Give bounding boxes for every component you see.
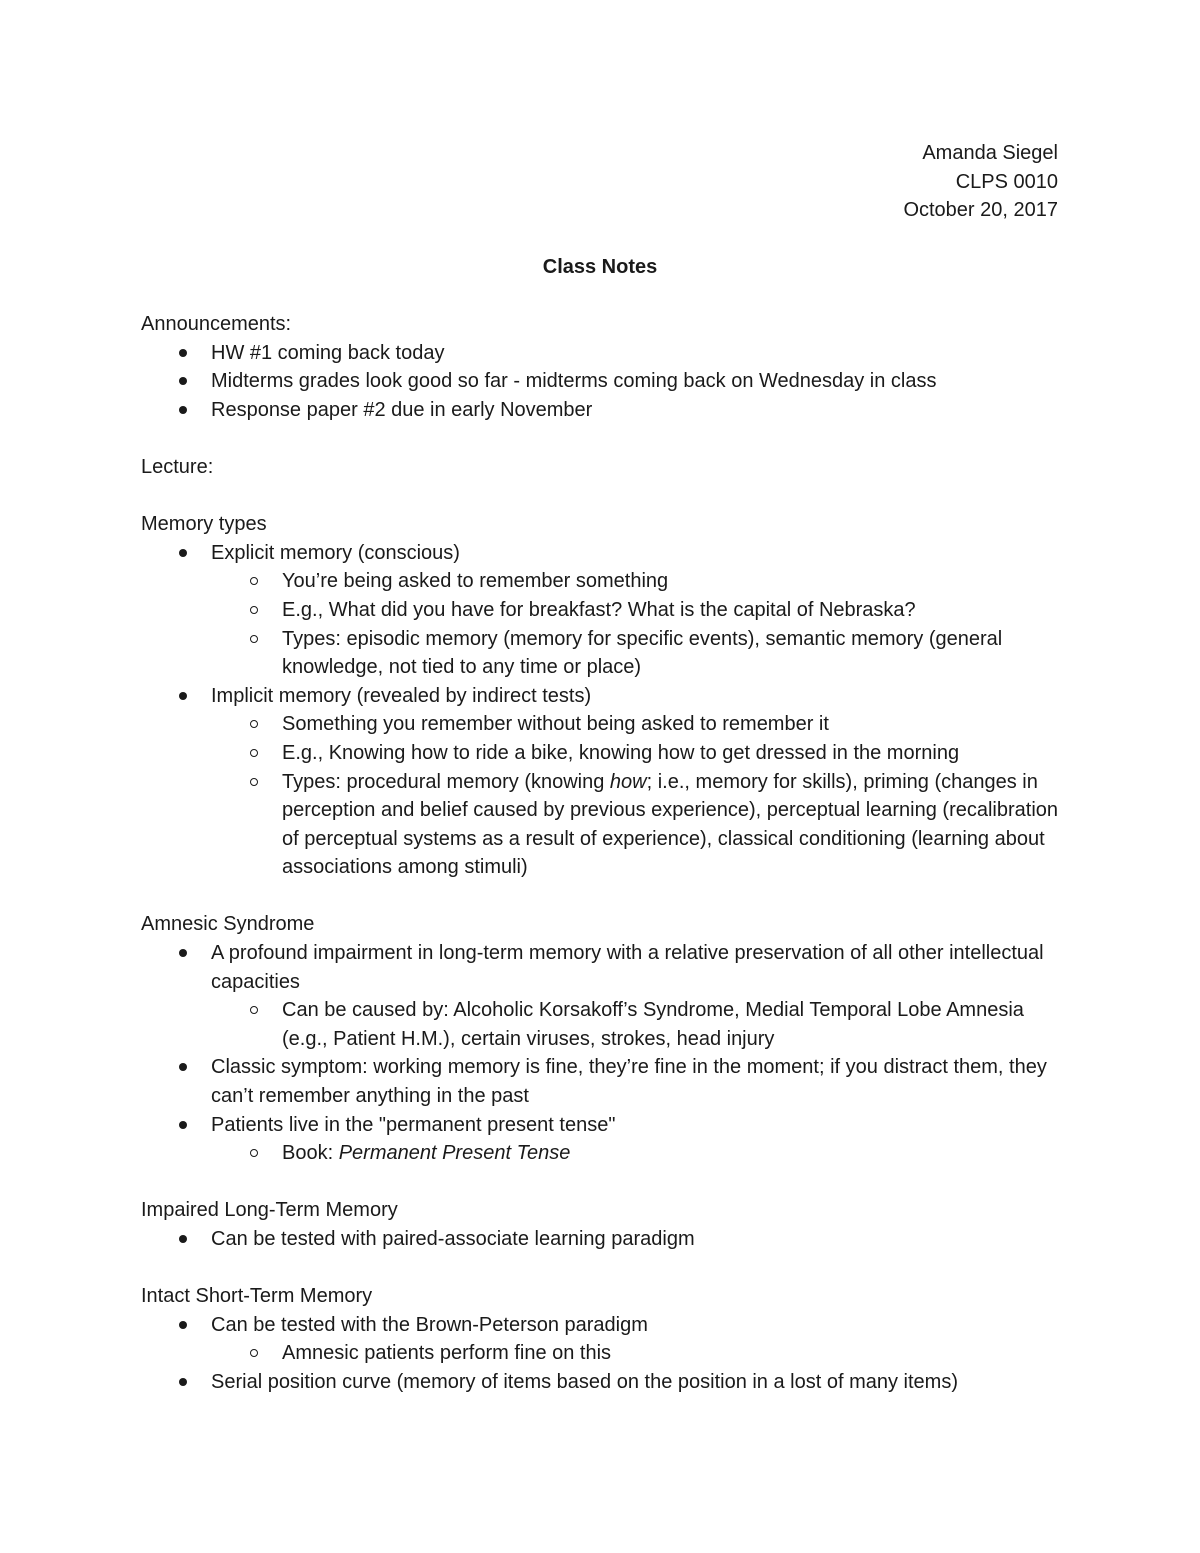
sub-list-item: Types: episodic memory (memory for specific events), semantic memory (general knowledge, not tied to any time or place) — [211, 625, 1061, 682]
sub-list — [141, 1139, 1061, 1168]
sub-list-item: Amnesic patients perform fine on this — [211, 1339, 1061, 1368]
sub-list — [141, 710, 1061, 882]
notes-body — [141, 310, 1061, 1397]
sub-list-item: Book: Permanent Present Tense — [211, 1139, 1061, 1168]
bullet-disc-icon — [179, 1321, 187, 1329]
sub-list — [141, 1339, 1061, 1368]
bullet-disc-icon — [179, 377, 187, 385]
list-item: Response paper #2 due in early November — [141, 396, 1061, 425]
sub-list-item: Types: procedural memory (knowing how; i.e., memory for skills), priming (changes in perception and belief caused by previous experience), perceptual learning (recalibration of perceptual systems as a result of experience), classical conditioning (learning about associations among stimuli) — [211, 768, 1061, 882]
list-item: Implicit memory (revealed by indirect tests) Something you remember without being asked to remember it E.g., Knowing how to ride a bike, knowing how to get dressed in the morning Types: procedural memory (knowing how; i.e., memory for skills), priming (changes in perception and belief caused by previous experience), perceptual learning (recalibration of perceptual systems as a result of experience), classical conditioning (learning about associations among stimuli) — [141, 682, 1061, 882]
bullet-circle-icon — [250, 1149, 258, 1157]
book-title: Permanent Present Tense — [338, 1142, 571, 1165]
list-item: Patients live in the "permanent present tense" Book: Permanent Present Tense — [141, 1111, 1061, 1168]
list-item: Classic symptom: working memory is fine, they’re fine in the moment; if you distract them, they can’t remember anything in the past — [141, 1053, 1061, 1110]
bullet-disc-icon — [179, 1063, 187, 1071]
announcements-list — [141, 339, 1061, 425]
bullet-circle-icon — [250, 1349, 258, 1357]
impaired-ltm-heading: Impaired Long-Term Memory — [141, 1199, 398, 1222]
header-block — [903, 139, 1058, 225]
bullet-circle-icon — [250, 635, 258, 643]
sub-list-item: E.g., What did you have for breakfast? What is the capital of Nebraska? — [211, 596, 1061, 625]
list-item: Midterms grades look good so far - midterms coming back on Wednesday in class — [141, 367, 1061, 396]
bullet-disc-icon — [179, 1235, 187, 1243]
intact-stm-heading: Intact Short-Term Memory — [141, 1285, 373, 1308]
sub-list-item: You’re being asked to remember something — [211, 567, 1061, 596]
sub-list-item: Can be caused by: Alcoholic Korsakoff’s Syndrome, Medial Temporal Lobe Amnesia (e.g., Patient H.M.), certain viruses, strokes, head injury — [211, 996, 1061, 1053]
list-item: Explicit memory (conscious) You’re being asked to remember something E.g., What did you have for breakfast? What is the capital of Nebraska? Types: episodic memory (memory for specific events), semantic memory (general knowledge, not tied to any time or place) — [141, 539, 1061, 682]
intact-stm-list — [141, 1311, 1061, 1397]
bullet-circle-icon — [250, 1006, 258, 1014]
amnesic-list — [141, 939, 1061, 1168]
bullet-disc-icon — [179, 549, 187, 557]
list-item: HW #1 coming back today — [141, 339, 1061, 368]
date: October 20, 2017 — [903, 199, 1058, 222]
list-item: Can be tested with paired-associate learning paradigm — [141, 1225, 1061, 1254]
bullet-circle-icon — [250, 606, 258, 614]
sub-list-item: E.g., Knowing how to ride a bike, knowing how to get dressed in the morning — [211, 739, 1061, 768]
list-item: Serial position curve (memory of items based on the position in a lost of many items) — [141, 1368, 1061, 1397]
bullet-disc-icon — [179, 406, 187, 414]
bullet-disc-icon — [179, 1378, 187, 1386]
bullet-disc-icon — [179, 1121, 187, 1129]
list-item: Can be tested with the Brown-Peterson paradigm Amnesic patients perform fine on this — [141, 1311, 1061, 1368]
announcements-heading: Announcements: — [141, 313, 292, 335]
bullet-disc-icon — [179, 692, 187, 700]
memory-types-list — [141, 539, 1061, 882]
sub-list-item: Something you remember without being asked to remember it — [211, 710, 1061, 739]
bullet-circle-icon — [250, 778, 258, 786]
list-item: A profound impairment in long-term memory with a relative preservation of all other intellectual capacities Can be caused by: Alcoholic Korsakoff’s Syndrome, Medial Temporal Lobe Amnesia (e.g., Patient H.M.), certain viruses, strokes, head injury — [141, 939, 1061, 1053]
bullet-disc-icon — [179, 949, 187, 957]
memory-types-heading: Memory types — [141, 513, 267, 536]
author-name: Amanda Siegel — [922, 142, 1058, 164]
lecture-heading: Lecture: — [141, 455, 214, 478]
document-title: Class Notes — [542, 256, 658, 278]
bullet-circle-icon — [250, 720, 258, 728]
impaired-ltm-list — [141, 1225, 1061, 1254]
amnesic-syndrome-heading: Amnesic Syndrome — [141, 913, 315, 936]
sub-list — [141, 567, 1061, 681]
sub-list — [141, 996, 1061, 1053]
bullet-disc-icon — [179, 349, 187, 357]
course-code: CLPS 0010 — [955, 170, 1058, 193]
bullet-circle-icon — [250, 577, 258, 585]
bullet-circle-icon — [250, 749, 258, 757]
